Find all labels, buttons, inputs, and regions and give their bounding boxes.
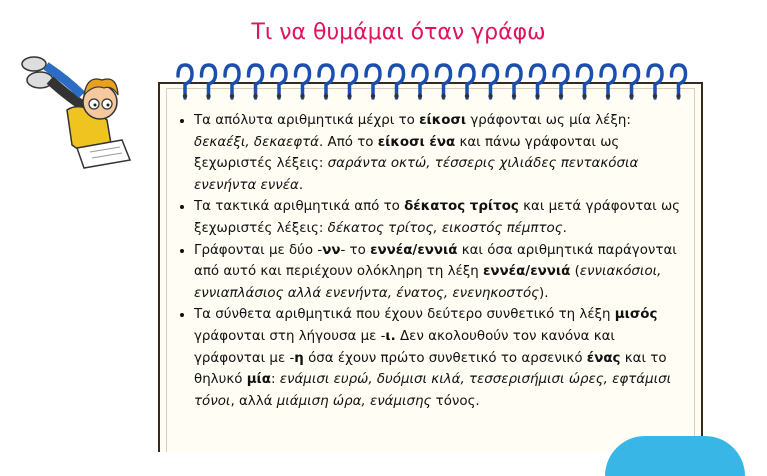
spiral-ring bbox=[578, 65, 592, 98]
rule-bold-text: ένας bbox=[586, 350, 621, 366]
spiral-ring bbox=[460, 65, 474, 98]
spiral-ring bbox=[648, 65, 662, 98]
spiral-hole bbox=[371, 94, 375, 98]
rule-text: και όσα αριθμητικά παράγονται από αυτό και περιέχουν ολόκληρη τη λέξη bbox=[194, 242, 677, 280]
rule-example-text: δέκατος τρίτος, εικοστός πέμπτος bbox=[327, 220, 563, 236]
rule-bold-text: μία bbox=[246, 372, 271, 388]
spiral-hole bbox=[277, 94, 281, 98]
rule-text: . Από το bbox=[319, 134, 378, 150]
rule-text: γράφονται στη λήγουσα με - bbox=[194, 328, 386, 344]
spiral-hole bbox=[183, 94, 187, 98]
rule-text: τόνος. bbox=[431, 393, 480, 409]
page-title: Τι να θυμάμαι όταν γράφω bbox=[251, 20, 546, 45]
spiral-ring bbox=[507, 65, 521, 98]
rule-text: Τα απόλυτα αριθμητικά μέχρι το bbox=[194, 113, 420, 128]
rule-example-text: ενάμισι ευρώ, δυόμισι κιλά, τεσσερισήμισι ώρες, εφτάμισι τόνοι bbox=[194, 372, 672, 409]
rule-text: Δεν ακολουθούν τον κανόνα και γράφονται με - bbox=[194, 328, 615, 366]
spiral-hole bbox=[653, 94, 657, 98]
rule-bold-text: νν bbox=[322, 242, 341, 258]
rule-bold-text: μισός bbox=[614, 307, 658, 323]
rule-text: και μετά γράφονται ως ξεχωριστές λέξεις: bbox=[194, 199, 681, 236]
rule-example-text: δεκαέξι, δεκαεφτά bbox=[194, 134, 320, 150]
rule-example-text: σαράντα οκτώ, τέσσερις χιλιάδες πεντακόσια ενενήντα εννέα bbox=[194, 156, 639, 193]
rule-bold-text: δέκατος τρίτος bbox=[404, 199, 519, 215]
spiral-ring bbox=[413, 65, 427, 98]
spiral-hole bbox=[629, 94, 633, 98]
rule-example-text: εννιακόσιοι, εννιαπλάσιος αλλά ενενήντα, ένατος, ενενηκοστός bbox=[194, 264, 662, 301]
spiral-hole bbox=[488, 94, 492, 98]
rules-list bbox=[172, 110, 682, 412]
spiral-hole bbox=[324, 94, 328, 98]
spiral-ring bbox=[672, 65, 686, 98]
child-writing-illustration bbox=[12, 40, 132, 170]
spiral-ring bbox=[531, 65, 545, 98]
rule-text: - το bbox=[340, 242, 371, 258]
spiral-hole bbox=[347, 94, 351, 98]
rule-text: Τα σύνθετα αριθμητικά που έχουν δεύτερο συνθετικό τη λέξη bbox=[194, 307, 615, 323]
rule-text: ). bbox=[539, 285, 549, 301]
rule-item bbox=[194, 110, 682, 196]
rule-bold-text: η bbox=[294, 350, 304, 366]
spiral-ring bbox=[249, 65, 263, 98]
rule-example-text: μιάμιση ώρα, ενάμισης bbox=[276, 393, 432, 409]
spiral-hole bbox=[676, 94, 680, 98]
spiral-hole bbox=[582, 94, 586, 98]
rule-text: Τα τακτικά αριθμητικά από το bbox=[194, 199, 405, 215]
decorative-blue-shape bbox=[605, 436, 745, 476]
rule-item bbox=[194, 196, 682, 239]
spiral-hole bbox=[230, 94, 234, 98]
rule-item bbox=[194, 240, 682, 305]
rule-text: όσα έχουν πρώτο συνθετικό το αρσενικό bbox=[303, 350, 587, 366]
rule-bold-text: είκοσι ένα bbox=[377, 134, 456, 150]
rule-item bbox=[194, 304, 682, 412]
rule-text: και πάνω γράφονται ως ξεχωριστές λέξεις: bbox=[194, 134, 620, 172]
spiral-ring bbox=[437, 65, 451, 98]
spiral-hole bbox=[465, 94, 469, 98]
rule-bold-text: ι. bbox=[385, 328, 396, 344]
spiral-binding bbox=[170, 62, 695, 102]
spiral-hole bbox=[559, 94, 563, 98]
spiral-ring bbox=[343, 65, 357, 98]
rule-text: . bbox=[562, 220, 567, 236]
spiral-ring bbox=[366, 65, 380, 98]
spiral-ring bbox=[554, 65, 568, 98]
spiral-hole bbox=[606, 94, 610, 98]
spiral-ring bbox=[178, 65, 192, 98]
spiral-hole bbox=[253, 94, 257, 98]
spiral-ring bbox=[272, 65, 286, 98]
spiral-hole bbox=[300, 94, 304, 98]
rule-text: Γράφονται με δύο - bbox=[194, 242, 323, 258]
spiral-hole bbox=[206, 94, 210, 98]
spiral-ring bbox=[225, 65, 239, 98]
spiral-hole bbox=[535, 94, 539, 98]
spiral-hole bbox=[418, 94, 422, 98]
rule-text: . bbox=[298, 177, 304, 193]
spiral-ring bbox=[296, 65, 310, 98]
spiral-ring bbox=[484, 65, 498, 98]
rule-text: γράφονται ως μία λέξη: bbox=[466, 113, 631, 128]
rule-text: και το θηλυκό bbox=[194, 350, 667, 388]
spiral-hole bbox=[441, 94, 445, 98]
spiral-hole bbox=[394, 94, 398, 98]
spiral-ring bbox=[625, 65, 639, 98]
spiral-hole bbox=[512, 94, 516, 98]
spiral-ring bbox=[601, 65, 615, 98]
rule-text: : bbox=[270, 372, 280, 388]
rule-bold-text: είκοσι bbox=[419, 113, 467, 128]
spiral-ring bbox=[202, 65, 216, 98]
rule-text: , αλλά bbox=[230, 393, 277, 409]
rules-content bbox=[172, 110, 682, 412]
spiral-ring bbox=[319, 65, 333, 98]
rule-bold-text: εννέα/εννιά bbox=[482, 264, 571, 280]
spiral-ring bbox=[390, 65, 404, 98]
rule-bold-text: εννέα/εννιά bbox=[370, 242, 458, 258]
rule-text: ( bbox=[570, 264, 580, 280]
